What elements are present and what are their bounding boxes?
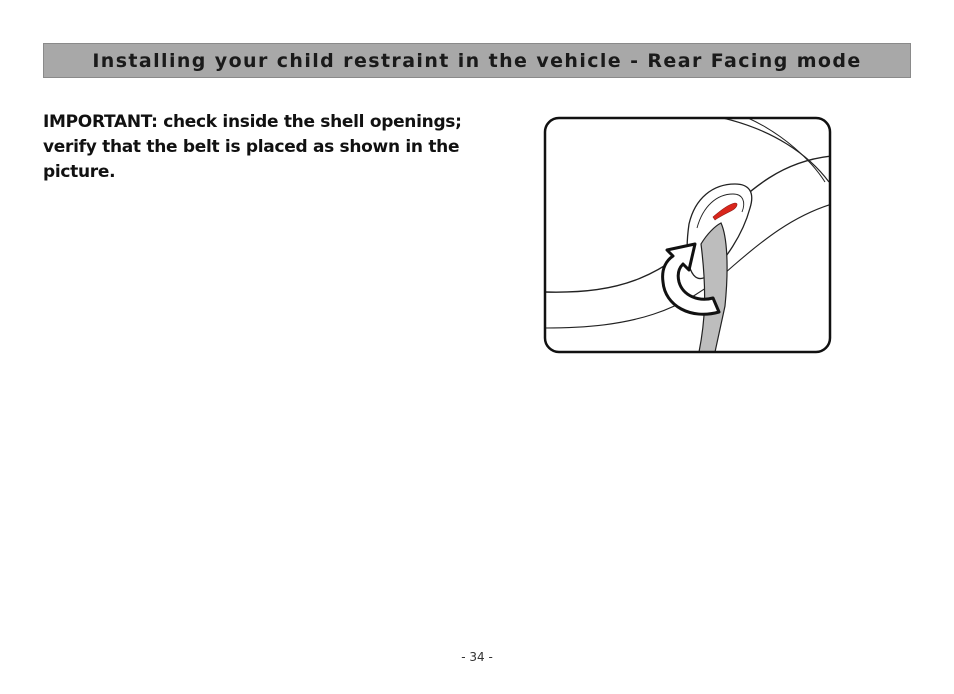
- belt-routing-illustration: [543, 116, 832, 354]
- page-number: - 34 -: [461, 650, 493, 664]
- important-instruction: IMPORTANT: check inside the shell openings; verify that the belt is placed as shown in the picture.: [43, 112, 462, 182]
- section-header-bar: [43, 43, 911, 78]
- section-title: Installing your child restraint in the vehicle - Rear Facing mode: [92, 49, 862, 72]
